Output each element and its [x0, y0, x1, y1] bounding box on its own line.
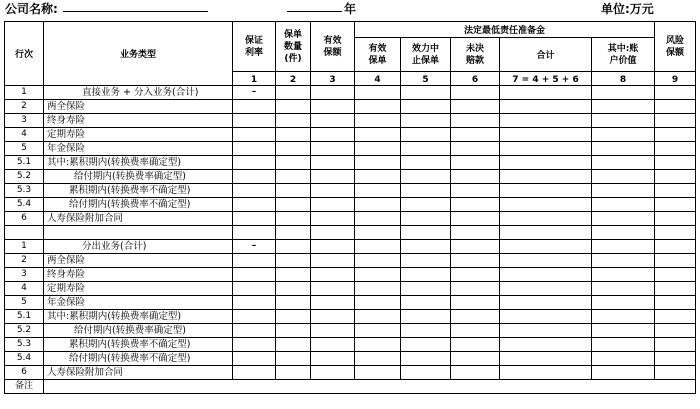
row-number: 5: [5, 296, 44, 310]
table-row: [5, 282, 696, 296]
guarantee-rate-cell[interactable]: –: [233, 86, 276, 100]
guarantee-rate-cell[interactable]: [233, 128, 276, 142]
data-cell[interactable]: [355, 282, 401, 296]
table-row: [5, 142, 696, 156]
data-cell[interactable]: [451, 282, 500, 296]
data-cell[interactable]: [276, 86, 311, 100]
row-number: 2: [5, 100, 44, 114]
remarks-label: 备注: [5, 380, 44, 394]
data-cell[interactable]: [401, 128, 451, 142]
col-number-7: 7 = 4 + 5 + 6: [500, 72, 592, 86]
guarantee-rate-cell[interactable]: [233, 198, 276, 212]
col-suspended-policy: 效力中 止保单: [401, 38, 451, 72]
data-cell[interactable]: [355, 86, 401, 100]
data-cell[interactable]: [311, 338, 355, 352]
data-cell[interactable]: [355, 128, 401, 142]
data-cell[interactable]: [311, 352, 355, 366]
data-cell[interactable]: [451, 268, 500, 282]
data-cell[interactable]: [592, 338, 655, 352]
data-cell[interactable]: [451, 212, 500, 226]
data-cell[interactable]: [276, 366, 311, 380]
row-number: 6: [5, 212, 44, 226]
business-type-label: 其中:累积期内(转换费率确定型): [44, 156, 233, 170]
data-cell[interactable]: [500, 156, 592, 170]
data-cell[interactable]: [311, 268, 355, 282]
data-cell[interactable]: [401, 142, 451, 156]
data-cell[interactable]: [276, 324, 311, 338]
data-cell[interactable]: [655, 100, 696, 114]
table-row: [5, 366, 696, 380]
data-cell[interactable]: [276, 100, 311, 114]
guarantee-rate-cell[interactable]: –: [233, 240, 276, 254]
data-cell[interactable]: [655, 268, 696, 282]
row-number: 1: [5, 240, 44, 254]
data-cell[interactable]: [451, 310, 500, 324]
section-direct-business: [5, 86, 696, 226]
data-cell[interactable]: [655, 366, 696, 380]
data-cell[interactable]: [355, 100, 401, 114]
guarantee-rate-cell[interactable]: [233, 268, 276, 282]
business-type-label: 两全保险: [44, 100, 233, 114]
data-cell[interactable]: [500, 296, 592, 310]
data-cell[interactable]: [592, 352, 655, 366]
data-cell[interactable]: [401, 86, 451, 100]
business-type-label: 分出业务(合计): [44, 240, 233, 254]
row-number: 5.3: [5, 184, 44, 198]
data-cell[interactable]: [276, 282, 311, 296]
reserve-table: [4, 21, 696, 394]
data-cell[interactable]: [655, 338, 696, 352]
row-number: 1: [5, 86, 44, 100]
data-cell[interactable]: [655, 352, 696, 366]
data-cell[interactable]: [311, 240, 355, 254]
guarantee-rate-cell[interactable]: [233, 170, 276, 184]
data-cell[interactable]: [655, 142, 696, 156]
data-cell[interactable]: [311, 198, 355, 212]
data-cell[interactable]: [500, 338, 592, 352]
guarantee-rate-cell[interactable]: [233, 156, 276, 170]
remarks-field[interactable]: [44, 380, 696, 394]
data-cell[interactable]: [401, 296, 451, 310]
data-cell[interactable]: [355, 240, 401, 254]
table-row: [5, 100, 696, 114]
data-cell[interactable]: [500, 352, 592, 366]
data-cell[interactable]: [276, 310, 311, 324]
col-risk-premium: 风险 保额: [655, 22, 696, 72]
table-row: [5, 128, 696, 142]
table-row: [5, 86, 696, 100]
data-cell[interactable]: [592, 86, 655, 100]
data-cell[interactable]: [655, 114, 696, 128]
table-row: [5, 324, 696, 338]
table-row: [5, 198, 696, 212]
data-cell[interactable]: [592, 324, 655, 338]
data-cell[interactable]: [311, 170, 355, 184]
row-number: 4: [5, 282, 44, 296]
table-row: [5, 352, 696, 366]
col-number-3: 3: [311, 72, 355, 86]
data-cell[interactable]: [451, 338, 500, 352]
remarks-row: [5, 380, 696, 394]
data-cell[interactable]: [500, 198, 592, 212]
data-cell[interactable]: [355, 156, 401, 170]
col-reserve-group: 法定最低责任准备金: [355, 22, 655, 38]
table-row: [5, 156, 696, 170]
business-type-label: 累积期内(转换费率不确定型): [44, 338, 233, 352]
data-cell[interactable]: [355, 366, 401, 380]
data-cell[interactable]: [655, 254, 696, 268]
data-cell[interactable]: [592, 100, 655, 114]
data-cell[interactable]: [655, 310, 696, 324]
col-number-2: 2: [276, 72, 311, 86]
data-cell[interactable]: [592, 268, 655, 282]
data-cell[interactable]: [500, 100, 592, 114]
data-cell[interactable]: [311, 254, 355, 268]
business-type-label: 给付期内(转换费率确定型): [44, 324, 233, 338]
data-cell[interactable]: [592, 254, 655, 268]
section-ceded-business: [5, 240, 696, 380]
business-type-label: 给付期内(转换费率确定型): [44, 170, 233, 184]
data-cell[interactable]: [355, 184, 401, 198]
business-type-label: 给付期内(转换费率不确定型): [44, 352, 233, 366]
data-cell[interactable]: [592, 198, 655, 212]
data-cell[interactable]: [500, 128, 592, 142]
data-cell[interactable]: [401, 184, 451, 198]
guarantee-rate-cell[interactable]: [233, 352, 276, 366]
data-cell[interactable]: [451, 296, 500, 310]
data-cell[interactable]: [355, 170, 401, 184]
col-effective-policy: 有效 保单: [355, 38, 401, 72]
guarantee-rate-cell[interactable]: [233, 366, 276, 380]
guarantee-rate-cell[interactable]: [233, 114, 276, 128]
year-label: 年: [344, 2, 357, 16]
data-cell[interactable]: [500, 282, 592, 296]
guarantee-rate-cell[interactable]: [233, 212, 276, 226]
data-cell[interactable]: [592, 142, 655, 156]
data-cell[interactable]: [401, 324, 451, 338]
data-cell[interactable]: [276, 114, 311, 128]
data-cell[interactable]: [311, 86, 355, 100]
business-type-label: 定期寿险: [44, 282, 233, 296]
col-account-value: 其中:账 户价值: [592, 38, 655, 72]
guarantee-rate-cell[interactable]: [233, 282, 276, 296]
col-total: 合计: [500, 38, 592, 72]
data-cell[interactable]: [500, 114, 592, 128]
table-row: [5, 296, 696, 310]
data-cell[interactable]: [451, 100, 500, 114]
data-cell[interactable]: [355, 352, 401, 366]
row-number: 5: [5, 142, 44, 156]
data-cell[interactable]: [311, 128, 355, 142]
data-cell[interactable]: [592, 366, 655, 380]
unit-label: 单位:万元: [601, 2, 654, 16]
data-cell[interactable]: [276, 254, 311, 268]
business-type-label: 年金保险: [44, 296, 233, 310]
data-cell[interactable]: [401, 268, 451, 282]
table-row: [5, 254, 696, 268]
data-cell[interactable]: [592, 128, 655, 142]
row-number: 5.4: [5, 198, 44, 212]
data-cell[interactable]: [655, 156, 696, 170]
guarantee-rate-cell[interactable]: [233, 338, 276, 352]
data-cell[interactable]: [276, 352, 311, 366]
data-cell[interactable]: [451, 198, 500, 212]
data-cell[interactable]: [655, 240, 696, 254]
data-cell[interactable]: [311, 296, 355, 310]
data-cell[interactable]: [401, 100, 451, 114]
guarantee-rate-cell[interactable]: [233, 142, 276, 156]
business-type-label: 直接业务 + 分入业务(合计): [44, 86, 233, 100]
data-cell[interactable]: [311, 366, 355, 380]
row-number: 3: [5, 114, 44, 128]
row-number: 3: [5, 268, 44, 282]
data-cell[interactable]: [401, 240, 451, 254]
business-type-label: 人寿保险附加合同: [44, 212, 233, 226]
data-cell[interactable]: [311, 324, 355, 338]
data-cell[interactable]: [355, 212, 401, 226]
data-cell[interactable]: [311, 212, 355, 226]
col-row-no: 行次: [5, 22, 44, 86]
data-cell[interactable]: [592, 296, 655, 310]
data-cell[interactable]: [401, 170, 451, 184]
data-cell[interactable]: [355, 254, 401, 268]
data-cell[interactable]: [276, 338, 311, 352]
table-row: [5, 212, 696, 226]
table-row: [5, 338, 696, 352]
guarantee-rate-cell[interactable]: [233, 296, 276, 310]
row-number: 2: [5, 254, 44, 268]
data-cell[interactable]: [401, 352, 451, 366]
data-cell[interactable]: [355, 296, 401, 310]
data-cell[interactable]: [401, 212, 451, 226]
col-business-type: 业务类型: [44, 22, 233, 86]
col-unsettled-claims: 未决 赔款: [451, 38, 500, 72]
data-cell[interactable]: [655, 282, 696, 296]
row-number: 5.4: [5, 352, 44, 366]
data-cell[interactable]: [655, 128, 696, 142]
data-cell[interactable]: [311, 114, 355, 128]
section-spacer-row: [5, 226, 696, 240]
data-cell[interactable]: [655, 324, 696, 338]
data-cell[interactable]: [451, 184, 500, 198]
row-number: 5.2: [5, 170, 44, 184]
data-cell[interactable]: [276, 156, 311, 170]
data-cell[interactable]: [276, 198, 311, 212]
data-cell[interactable]: [311, 142, 355, 156]
company-name-field[interactable]: [63, 11, 208, 12]
business-type-label: 终身寿险: [44, 268, 233, 282]
data-cell[interactable]: [500, 240, 592, 254]
table-row: [5, 184, 696, 198]
data-cell[interactable]: [451, 254, 500, 268]
col-number-4: 4: [355, 72, 401, 86]
business-type-label: 人寿保险附加合同: [44, 366, 233, 380]
table-row: [5, 268, 696, 282]
form-header: [0, 0, 700, 18]
data-cell[interactable]: [592, 156, 655, 170]
row-number: 6: [5, 366, 44, 380]
data-cell[interactable]: [355, 142, 401, 156]
row-number: 5.1: [5, 156, 44, 170]
data-cell[interactable]: [451, 240, 500, 254]
data-cell[interactable]: [355, 114, 401, 128]
col-number-1: 1: [233, 72, 276, 86]
data-cell[interactable]: [401, 310, 451, 324]
guarantee-rate-cell[interactable]: [233, 184, 276, 198]
table-row: [5, 240, 696, 254]
data-cell[interactable]: [500, 268, 592, 282]
business-type-label: 给付期内(转换费率不确定型): [44, 198, 233, 212]
data-cell[interactable]: [276, 128, 311, 142]
business-type-label: 其中:累积期内(转换费率确定型): [44, 310, 233, 324]
data-cell[interactable]: [451, 324, 500, 338]
data-cell[interactable]: [276, 212, 311, 226]
data-cell[interactable]: [592, 212, 655, 226]
data-cell[interactable]: [500, 170, 592, 184]
data-cell[interactable]: [311, 184, 355, 198]
data-cell[interactable]: [401, 254, 451, 268]
data-cell[interactable]: [655, 296, 696, 310]
data-cell[interactable]: [276, 184, 311, 198]
col-number-9: 9: [655, 72, 696, 86]
table-row: [5, 170, 696, 184]
business-type-label: 定期寿险: [44, 128, 233, 142]
data-cell[interactable]: [451, 170, 500, 184]
guarantee-rate-cell[interactable]: [233, 324, 276, 338]
year-field[interactable]: [287, 11, 342, 12]
row-number: 5.1: [5, 310, 44, 324]
data-cell[interactable]: [655, 170, 696, 184]
data-cell[interactable]: [500, 142, 592, 156]
row-number: 5.2: [5, 324, 44, 338]
data-cell[interactable]: [311, 282, 355, 296]
data-cell[interactable]: [500, 254, 592, 268]
table-row: [5, 114, 696, 128]
data-cell[interactable]: [592, 170, 655, 184]
data-cell[interactable]: [655, 198, 696, 212]
data-cell[interactable]: [355, 268, 401, 282]
data-cell[interactable]: [451, 142, 500, 156]
data-cell[interactable]: [451, 156, 500, 170]
data-cell[interactable]: [401, 366, 451, 380]
row-number: 5.3: [5, 338, 44, 352]
col-guarantee-rate: 保证 利率: [233, 22, 276, 72]
guarantee-rate-cell[interactable]: [233, 100, 276, 114]
col-policy-count: 保单 数量 (件): [276, 22, 311, 72]
data-cell[interactable]: [655, 212, 696, 226]
data-cell[interactable]: [451, 366, 500, 380]
data-cell[interactable]: [500, 310, 592, 324]
row-number: 4: [5, 128, 44, 142]
guarantee-rate-cell[interactable]: [233, 254, 276, 268]
data-cell[interactable]: [500, 366, 592, 380]
header-row-1: [5, 22, 696, 38]
data-cell[interactable]: [401, 114, 451, 128]
data-cell[interactable]: [592, 282, 655, 296]
data-cell[interactable]: [276, 240, 311, 254]
data-cell[interactable]: [451, 352, 500, 366]
data-cell[interactable]: [500, 86, 592, 100]
data-cell[interactable]: [451, 86, 500, 100]
guarantee-rate-cell[interactable]: [233, 310, 276, 324]
data-cell[interactable]: [276, 268, 311, 282]
data-cell[interactable]: [500, 212, 592, 226]
data-cell[interactable]: [451, 114, 500, 128]
data-cell[interactable]: [355, 324, 401, 338]
company-name-label: 公司名称:: [5, 2, 58, 16]
data-cell[interactable]: [500, 184, 592, 198]
business-type-label: 年金保险: [44, 142, 233, 156]
business-type-label: 终身寿险: [44, 114, 233, 128]
data-cell[interactable]: [311, 100, 355, 114]
data-cell[interactable]: [355, 310, 401, 324]
data-cell[interactable]: [500, 324, 592, 338]
data-cell[interactable]: [401, 338, 451, 352]
data-cell[interactable]: [311, 156, 355, 170]
col-number-5: 5: [401, 72, 451, 86]
data-cell[interactable]: [592, 310, 655, 324]
data-cell[interactable]: [401, 282, 451, 296]
col-number-6: 6: [451, 72, 500, 86]
data-cell[interactable]: [355, 338, 401, 352]
data-cell[interactable]: [355, 198, 401, 212]
data-cell[interactable]: [276, 142, 311, 156]
data-cell[interactable]: [592, 240, 655, 254]
data-cell[interactable]: [655, 184, 696, 198]
data-cell[interactable]: [592, 184, 655, 198]
data-cell[interactable]: [592, 114, 655, 128]
data-cell[interactable]: [276, 170, 311, 184]
business-type-label: 累积期内(转换费率不确定型): [44, 184, 233, 198]
data-cell[interactable]: [401, 156, 451, 170]
data-cell[interactable]: [655, 86, 696, 100]
table-row: [5, 310, 696, 324]
col-effective-premium: 有效 保额: [311, 22, 355, 72]
col-number-8: 8: [592, 72, 655, 86]
business-type-label: 两全保险: [44, 254, 233, 268]
data-cell[interactable]: [276, 296, 311, 310]
data-cell[interactable]: [401, 198, 451, 212]
data-cell[interactable]: [451, 128, 500, 142]
data-cell[interactable]: [311, 310, 355, 324]
